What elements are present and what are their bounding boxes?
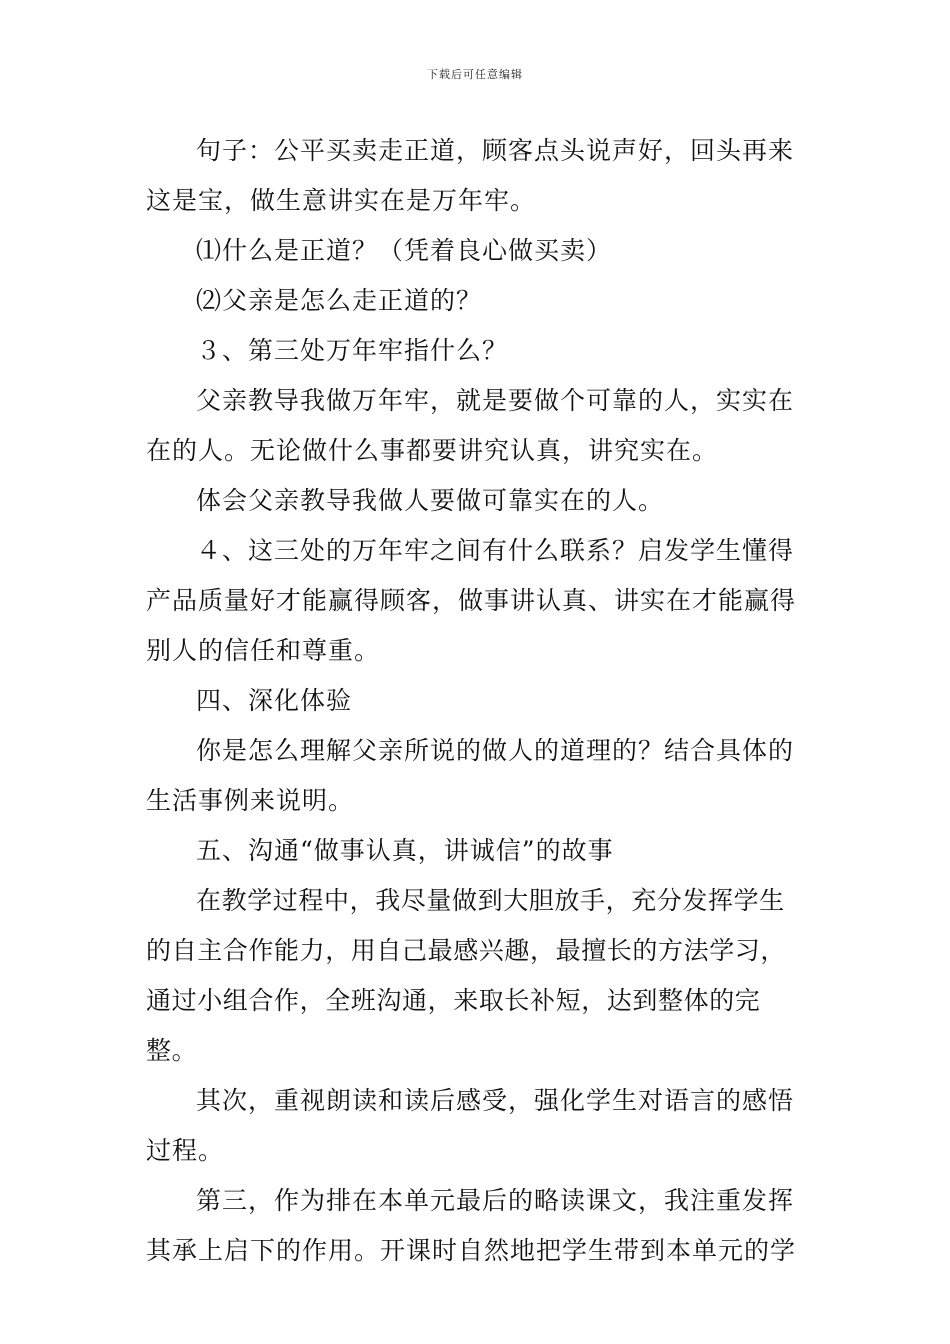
paragraph-second: 其次，重视朗读和读后感受，强化学生对语言的感悟过程。: [146, 1086, 795, 1165]
paragraph-question-1: ⑴什么是正道？（凭着良心做买卖）: [196, 236, 613, 265]
paragraph-sentence: 句子：公平买卖走正道，顾客点头说声好，回头再来这是宝，做生意讲实在是万年牢。: [146, 136, 795, 215]
section-heading-deepen: 四、深化体验: [196, 686, 353, 715]
section-heading-story: 五、沟通“做事认真，讲诚信”的故事: [196, 836, 614, 865]
paragraph-item-4: ４、这三处的万年牢之间有什么联系？启发学生懂得产品质量好才能赢得顾客，做事讲认真、讲实在才能赢得别人的信任和尊重。: [146, 536, 797, 665]
paragraph-question-2: ⑵父亲是怎么走正道的？: [196, 286, 483, 315]
paragraph-teaching-process: 在教学过程中，我尽量做到大胆放手，充分发挥学生的自主合作能力，用自己最感兴趣，最擅长的方法学习，通过小组合作，全班沟通，来取长补短，达到整体的完整。: [146, 886, 787, 1065]
page-header: 下载后可任意编辑: [427, 68, 523, 81]
paragraph-item-3: ３、第三处万年牢指什么？: [196, 336, 509, 365]
paragraph-father-teaching: 父亲教导我做万年牢，就是要做个可靠的人，实实在在的人。无论做什么事都要讲究认真，讲究实在。: [146, 386, 795, 465]
paragraph-third: 第三，作为排在本单元最后的略读课文，我注重发挥其承上启下的作用。开课时自然地把学生带到本单元的学: [146, 1186, 797, 1265]
paragraph-understanding: 你是怎么理解父亲所说的做人的道理的？结合具体的生活事例来说明。: [146, 736, 795, 815]
paragraph-experience: 体会父亲教导我做人要做可靠实在的人。: [196, 486, 665, 515]
document-body: [146, 126, 810, 1276]
